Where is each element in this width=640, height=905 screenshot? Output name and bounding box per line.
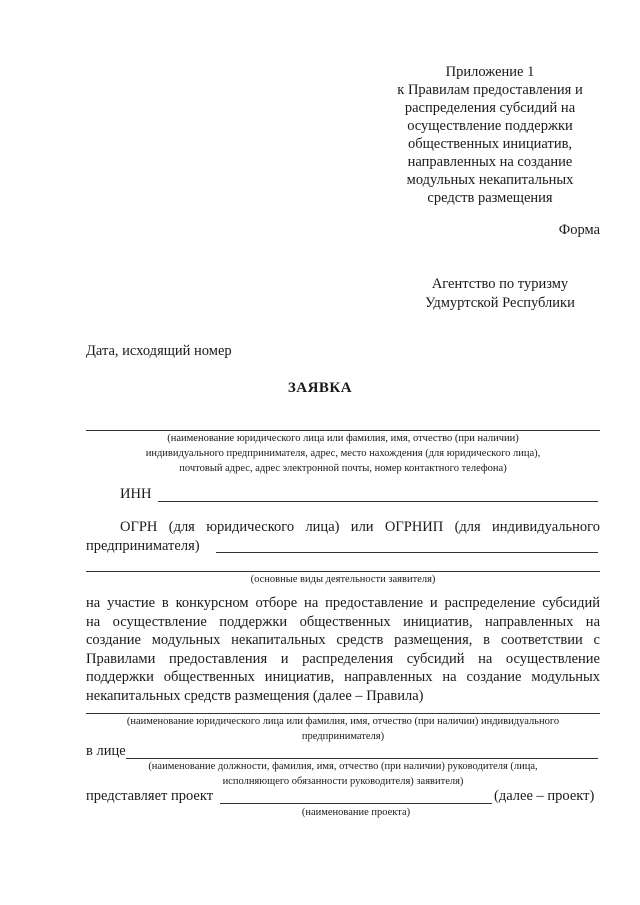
ogrn-label-line2: предпринимателя) — [86, 538, 200, 554]
caption-line: предпринимателя) — [301, 731, 385, 742]
ogrn-field[interactable] — [216, 537, 598, 553]
project-suffix: (далее – проект) — [494, 788, 595, 804]
paragraph-line: Правилами предоставления и распределения субсидий на осуществление — [86, 650, 600, 667]
caption-line: исполняющего обязанности руководителя) заявителя) — [222, 776, 464, 787]
caption-project: (наименование проекта) — [301, 807, 411, 818]
project-name-field[interactable] — [220, 788, 492, 804]
paragraph-line: поддержки общественных инициатив, направленных на создание модульных — [86, 669, 600, 685]
caption-line: индивидуального предпринимателя, адрес, место нахождения (для юридического лица), — [145, 448, 541, 459]
caption-line: (наименование юридического лица или фамилия, имя, отчество (при наличии) индивидуального — [126, 716, 560, 727]
caption-line: (наименование юридического лица или фамилия, имя, отчество (при наличии) — [167, 433, 519, 444]
appendix-line: к Правилам предоставления и — [397, 82, 583, 98]
main-paragraph — [86, 594, 600, 705]
caption-name2 — [86, 714, 600, 744]
appendix-line: модульных некапитальных — [406, 172, 574, 188]
head-person-field[interactable] — [126, 743, 598, 759]
paragraph-line: на осуществление поддержки общественных инициатив, направленных на — [86, 613, 600, 630]
paragraph-line: некапитальных средств размещения (далее – Правила) — [86, 687, 424, 704]
paragraph-line: создание модульных некапитальных средств размещения, в соответствии с — [86, 632, 600, 648]
agency-line: Удмуртской Республики — [425, 295, 575, 311]
caption-activities: (основные виды деятельности заявителя) — [250, 574, 436, 585]
document-title: ЗАЯВКА — [287, 380, 353, 396]
inn-field[interactable] — [158, 486, 598, 502]
addressee-agency — [410, 275, 590, 313]
project-label: представляет проект — [86, 788, 214, 804]
appendix-line: средств размещения — [427, 190, 553, 206]
paragraph-line: на участие в конкурсном отборе на предоставление и распределение субсидий — [86, 595, 600, 611]
agency-line: Агентство по туризму — [431, 276, 569, 292]
appendix-line: распределения субсидий на — [404, 100, 576, 116]
appendix-line: Приложение 1 — [445, 64, 535, 80]
form-label: Форма — [558, 222, 600, 238]
appendix-line: направленных на создание — [407, 154, 573, 170]
caption-line: почтовый адрес, адрес электронной почты, номер контактного телефона) — [179, 463, 507, 474]
caption-line: (наименование должности, фамилия, имя, отчество (при наличии) руководителя (лица, — [148, 761, 538, 772]
inn-label: ИНН — [120, 486, 152, 502]
caption-applicant — [86, 431, 600, 476]
appendix-line: осуществление поддержки — [407, 118, 573, 134]
ogrn-label-line1: ОГРН (для юридического лица) или ОГРНИП (для индивидуального — [120, 519, 600, 535]
appendix-line: общественных инициатив, — [407, 136, 573, 152]
caption-head — [86, 759, 600, 789]
person-label: в лице — [86, 743, 126, 759]
appendix-header — [380, 63, 600, 207]
date-number-label: Дата, исходящий номер — [86, 343, 232, 359]
